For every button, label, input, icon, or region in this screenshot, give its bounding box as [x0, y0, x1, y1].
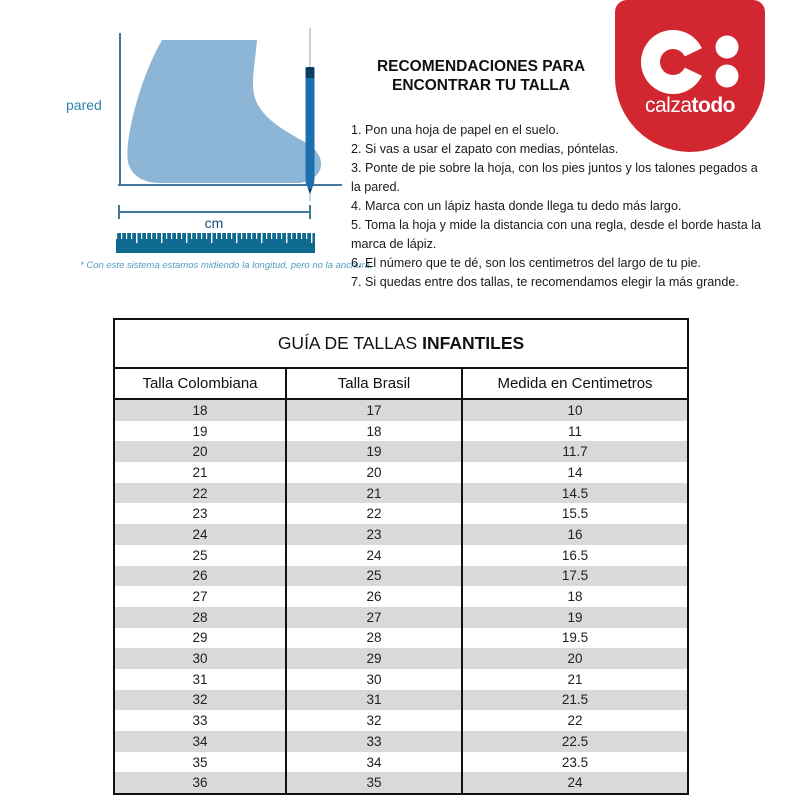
table-cell: 30	[286, 669, 462, 690]
recommendations-title-line1: RECOMENDACIONES PARA	[376, 58, 586, 75]
recommendation-item: 5. Toma la hoja y mide la distancia con una regla, desde el borde hasta la marca de lápiz.	[351, 218, 762, 251]
brand-prefix: calza	[644, 94, 692, 117]
table-cell: 20	[286, 462, 462, 483]
table-cell: 17	[286, 399, 462, 421]
table-cell: 22.5	[462, 731, 688, 752]
table-cell: 20	[114, 441, 286, 462]
table-row	[114, 399, 688, 421]
table-row	[114, 648, 688, 669]
diagram-footnote: * Con este sistema estamos midiendo la longitud, pero no la anchura.	[80, 260, 373, 271]
table-row	[114, 586, 688, 607]
table-cell: 18	[462, 586, 688, 607]
recommendation-item: 4. Marca con un lápiz hasta donde llega tu dedo más largo.	[351, 199, 682, 213]
table-cell: 20	[462, 648, 688, 669]
table-cell: 24	[286, 545, 462, 566]
table-cell: 23	[114, 503, 286, 524]
table-cell: 22	[462, 710, 688, 731]
table-cell: 22	[286, 503, 462, 524]
recommendation-item: 1. Pon una hoja de papel en el suelo.	[351, 123, 559, 137]
table-row	[114, 690, 688, 711]
table-cell: 30	[114, 648, 286, 669]
table-row	[114, 524, 688, 545]
table-cell: 26	[114, 566, 286, 587]
table-cell: 34	[114, 731, 286, 752]
table-cell: 21	[462, 669, 688, 690]
table-cell: 11	[462, 421, 688, 442]
table-cell: 31	[286, 690, 462, 711]
table-cell: 19	[114, 421, 286, 442]
brand-wordmark	[615, 94, 765, 118]
wall-label: pared	[66, 97, 102, 113]
table-cell: 21	[114, 462, 286, 483]
table-row	[114, 421, 688, 442]
column-header-talla-colombiana: Talla Colombiana	[114, 368, 286, 399]
table-cell: 27	[114, 586, 286, 607]
table-cell: 25	[114, 545, 286, 566]
brand-suffix: todo	[691, 94, 735, 117]
size-guide-table	[113, 318, 689, 795]
table-cell: 26	[286, 586, 462, 607]
table-title: GUÍA DE TALLAS INFANTILES	[114, 319, 688, 368]
recommendations-title-line2: ENCONTRAR TU TALLA	[392, 77, 570, 94]
table-cell: 28	[114, 607, 286, 628]
table-cell: 32	[286, 710, 462, 731]
table-cell: 27	[286, 607, 462, 628]
table-cell: 14.5	[462, 483, 688, 504]
table-row	[114, 731, 688, 752]
table-row	[114, 607, 688, 628]
cm-label: cm	[204, 215, 224, 231]
table-cell: 18	[286, 421, 462, 442]
table-cell: 35	[114, 752, 286, 773]
table-cell: 19	[286, 441, 462, 462]
recommendation-item: 6. El número que te dé, son los centimetros del largo de tu pie.	[351, 256, 702, 270]
table-cell: 23.5	[462, 752, 688, 773]
table-cell: 15.5	[462, 503, 688, 524]
foot-icon	[127, 40, 321, 183]
table-row	[114, 772, 688, 794]
table-cell: 33	[286, 731, 462, 752]
foot-measurement-diagram	[60, 25, 373, 295]
table-cell: 11.7	[462, 441, 688, 462]
table-cell: 19.5	[462, 628, 688, 649]
calzatodo-logo-badge	[615, 0, 765, 152]
table-cell: 16.5	[462, 545, 688, 566]
table-title-row	[114, 319, 688, 368]
table-row	[114, 628, 688, 649]
table-cell: 29	[286, 648, 462, 669]
table-row	[114, 710, 688, 731]
table-cell: 10	[462, 399, 688, 421]
table-cell: 29	[114, 628, 286, 649]
recommendation-item: 7. Si quedas entre dos tallas, te recomendamos elegir la más grande.	[351, 275, 739, 289]
pencil-icon	[306, 67, 315, 194]
column-header-medida-cm: Medida en Centimetros	[462, 368, 688, 399]
table-cell: 21.5	[462, 690, 688, 711]
table-cell: 28	[286, 628, 462, 649]
table-row	[114, 566, 688, 587]
table-cell: 18	[114, 399, 286, 421]
ruler-icon	[116, 233, 315, 253]
table-cell: 25	[286, 566, 462, 587]
table-cell: 17.5	[462, 566, 688, 587]
table-row	[114, 483, 688, 504]
recommendations-title	[338, 57, 624, 95]
recommendation-item: 3. Ponte de pie sobre la hoja, con los pies juntos y los talones pegados a la pared.	[351, 161, 758, 194]
table-row	[114, 752, 688, 773]
foot-diagram-illustration	[60, 25, 370, 295]
table-cell: 36	[114, 772, 286, 794]
recommendation-item: 2. Si vas a usar el zapato con medias, póntelas.	[351, 142, 619, 156]
table-row	[114, 669, 688, 690]
table-cell: 23	[286, 524, 462, 545]
table-cell: 31	[114, 669, 286, 690]
table-cell: 24	[462, 772, 688, 794]
table-cell: 34	[286, 752, 462, 773]
table-row	[114, 545, 688, 566]
table-header-row	[114, 368, 688, 399]
table-cell: 22	[114, 483, 286, 504]
table-cell: 32	[114, 690, 286, 711]
table-row	[114, 462, 688, 483]
c-colon-icon	[637, 27, 741, 99]
table-cell: 33	[114, 710, 286, 731]
table-cell: 21	[286, 483, 462, 504]
table-cell: 14	[462, 462, 688, 483]
table-cell: 16	[462, 524, 688, 545]
table-row	[114, 441, 688, 462]
table-cell: 35	[286, 772, 462, 794]
table-cell: 24	[114, 524, 286, 545]
column-header-talla-brasil: Talla Brasil	[286, 368, 462, 399]
table-cell: 19	[462, 607, 688, 628]
table-row	[114, 503, 688, 524]
